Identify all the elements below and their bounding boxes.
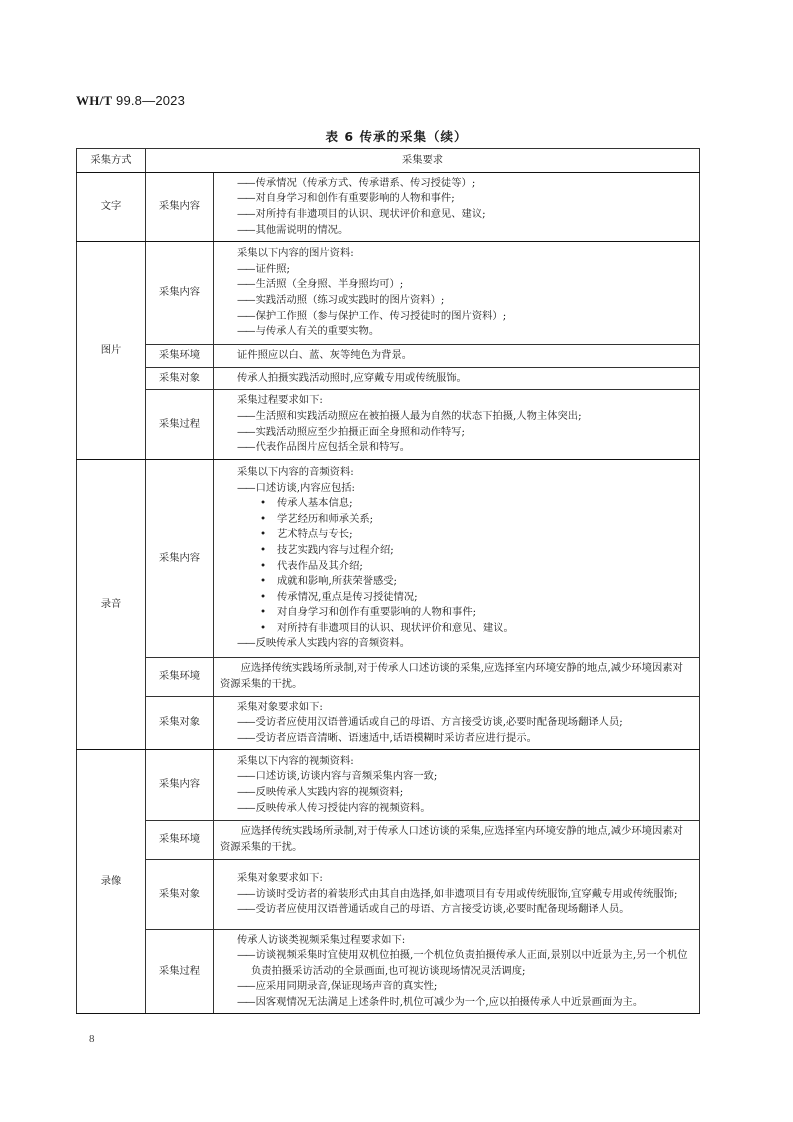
table-row [77,697,700,750]
requirement-text: 证件照应以白、蓝、灰等纯色为背景。 [237,349,413,362]
standard-prefix: WH/T [76,93,113,108]
table-row [77,368,700,390]
table-row [77,750,700,821]
requirement-category-cell: 采集内容 [146,460,214,658]
requirement-category-cell: 采集过程 [146,930,214,1014]
dash-list-item: —— 因客观情况无法满足上述条件时,机位可减少为一个,应以拍摄传承人中近景画面为主。 [237,995,693,1011]
column-header-method: 采集方式 [77,149,146,173]
dash-list-item: —— 代表作品图片应包括全景和特写。 [237,440,693,456]
requirement-content-cell [214,821,700,860]
dash-list-item: —— 证件照; [237,262,693,278]
standard-number: 99.8—2023 [116,93,186,108]
dash-list-item: —— 其他需说明的情况。 [237,223,693,239]
requirement-text: 传承人拍摄实践活动照时,应穿戴专用或传统服饰。 [237,371,467,384]
requirement-category-cell: 采集过程 [146,390,214,460]
requirement-category-cell: 采集环境 [146,821,214,860]
table-row [77,821,700,860]
requirement-text: 采集以下内容的视频资料: [237,754,354,767]
requirement-category-cell: 采集对象 [146,860,214,930]
requirement-text: 采集以下内容的音频资料: [237,465,354,478]
dash-list-item: —— 受访者应语音清晰、语速适中,话语模糊时采访者应进行提示。 [237,731,693,747]
dash-list-item: —— 实践活动照应至少拍摄正面全身照和动作特写; [237,425,693,441]
requirement-content-cell [214,173,700,242]
collection-method-cell: 录音 [77,460,146,750]
dash-list-item: —— 访谈时受访者的着装形式由其自由选择,如非遗项目有专用或传统服饰,宜穿戴专用或传统服饰; [237,887,693,903]
dash-list-item: —— 传承情况（传承方式、传承谱系、传习授徒等）; [237,176,693,192]
bullet-item: • 传承人基本信息; [237,496,693,512]
requirement-category-cell: 采集内容 [146,750,214,821]
dash-list-item: —— 与传承人有关的重要实物。 [237,324,693,340]
requirement-content-cell [214,930,700,1014]
table-row [77,390,700,460]
table-row [77,860,700,930]
dash-list-item: —— 实践活动照（练习或实践时的图片资料）; [237,293,693,309]
bullet-item: • 对所持有非遗项目的认识、现状评价和意见、建议。 [237,621,693,637]
dash-list-item: —— 生活照和实践活动照应在被拍摄人最为自然的状态下拍摄,人物主体突出; [237,409,693,425]
column-header-requirement: 采集要求 [146,149,700,173]
requirement-text: 采集过程要求如下: [237,394,323,407]
requirement-content-cell [214,242,700,345]
collection-method-cell: 文字 [77,173,146,242]
table-row [77,242,700,345]
requirement-text: 采集对象要求如下: [237,700,323,713]
bullet-item: • 传承情况,重点是传习授徒情况; [237,590,693,606]
requirements-table [76,148,700,1014]
dash-list-item: —— 访谈视频采集时宜使用双机位拍摄,一个机位负责拍摄传承人正面,景别以中近景为主,另一个机位负责拍摄采访活动的全景画面,也可视访谈现场情况灵活调度; [237,948,693,979]
dash-list-item: —— 对所持有非遗项目的认识、现状评价和意见、建议; [237,207,693,223]
bullet-item: • 对自身学习和创作有重要影响的人物和事件; [237,605,693,621]
table-row [77,345,700,368]
table-row [77,460,700,658]
bullet-item: • 成就和影响,所获荣誉感受; [237,574,693,590]
table-row [77,173,700,242]
requirement-content-cell [214,658,700,697]
dash-list-item: —— 反映传承人实践内容的音频资料。 [237,636,693,652]
requirement-category-cell: 采集环境 [146,345,214,368]
collection-method-cell: 录像 [77,750,146,1014]
standard-code [76,93,185,109]
requirement-text: 应选择传统实践场所录制,对于传承人口述访谈的采集,应选择室内环境安静的地点,减少环境因素对资源采集的干扰。 [220,825,683,853]
dash-list-item: —— 反映传承人实践内容的视频资料; [237,785,693,801]
dash-list-item: —— 保护工作照（参与保护工作、传习授徒时的图片资料）; [237,309,693,325]
dash-list-item: —— 反映传承人传习授徒内容的视频资料。 [237,801,693,817]
table-body [77,173,700,1014]
requirement-content-cell [214,345,700,368]
requirement-category-cell: 采集内容 [146,173,214,242]
table-header-row [77,149,700,173]
requirement-category-cell: 采集环境 [146,658,214,697]
requirement-content-cell [214,390,700,460]
bullet-item: • 代表作品及其介绍; [237,559,693,575]
table-title: 表 6 传承的采集（续） [325,129,468,144]
dash-list-item: —— 口述访谈,内容应包括: [237,481,693,497]
dash-list-item: —— 受访者应使用汉语普通话或自己的母语、方言接受访谈,必要时配备现场翻译人员; [237,715,693,731]
dash-list-item: —— 受访者应使用汉语普通话或自己的母语、方言接受访谈,必要时配备现场翻译人员。 [237,902,693,918]
requirement-category-cell: 采集对象 [146,368,214,390]
requirement-text: 采集对象要求如下: [237,872,323,885]
table-row [77,658,700,697]
requirement-category-cell: 采集对象 [146,697,214,750]
requirement-content-cell [214,750,700,821]
requirement-content-cell [214,460,700,658]
dash-list-item: —— 生活照（全身照、半身照均可）; [237,277,693,293]
requirement-text: 应选择传统实践场所录制,对于传承人口述访谈的采集,应选择室内环境安静的地点,减少环境因素对资源采集的干扰。 [220,662,683,690]
bullet-item: • 艺术特点与专长; [237,527,693,543]
requirement-text: 传承人访谈类视频采集过程要求如下: [237,933,406,946]
requirement-content-cell [214,368,700,390]
dash-list-item: —— 对自身学习和创作有重要影响的人物和事件; [237,191,693,207]
page-number: 8 [89,1033,95,1045]
dash-list-item: —— 应采用同期录音,保证现场声音的真实性; [237,979,693,995]
collection-method-cell: 图片 [77,242,146,460]
requirement-content-cell [214,697,700,750]
bullet-item: • 技艺实践内容与过程介绍; [237,543,693,559]
bullet-item: • 学艺经历和师承关系; [237,512,693,528]
requirement-content-cell [214,860,700,930]
requirement-text: 采集以下内容的图片资料: [237,247,354,260]
table-row [77,930,700,1014]
dash-list-item: —— 口述访谈,访谈内容与音频采集内容一致; [237,769,693,785]
requirement-category-cell: 采集内容 [146,242,214,345]
